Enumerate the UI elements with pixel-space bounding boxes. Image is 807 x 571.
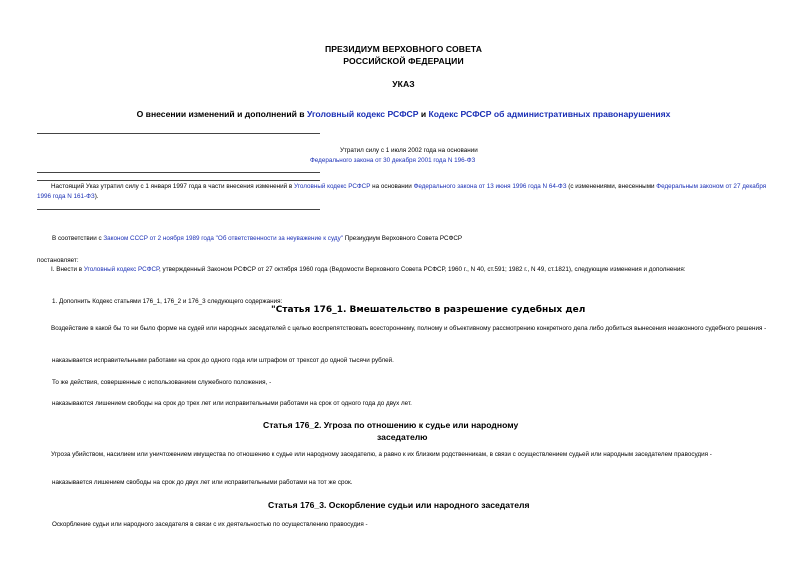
article-176-2-heading-line-2: заседателю	[377, 432, 428, 442]
repeal-notice-2-text-3: (с изменениями, внесенными	[566, 183, 657, 190]
title-text-1: О внесении изменений и дополнений в	[136, 109, 307, 119]
document-title	[0, 109, 807, 119]
article-176-2-text-2: наказывается лишением свободы на срок до двух лет или исправительными работами на тот же срок.	[52, 479, 353, 486]
article-176-2-text-1-content: Угроза убийством, насилием или уничтожением имущества по отношению к судье или народному заседателю, а равно к их близким родственникам, в связи с осуществлением судьей или народным заседателем правосудия -	[51, 451, 712, 458]
divider	[37, 172, 320, 173]
preamble	[52, 234, 462, 244]
article-176-1-text-3: То же действия, совершенные с использованием служебного положения, -	[52, 379, 272, 386]
repeal-notice-2	[37, 182, 770, 201]
clause-1-text-2: , утвержденный Законом РСФСР от 27 октября 1960 года (Ведомости Верховного Совета РСФСР, 1960 г., N 40, ст.591; 1982 г., N 49, ст.1821), следующие изменения и дополнения:	[159, 266, 686, 273]
divider	[37, 133, 320, 134]
repeal-notice-1	[310, 146, 478, 165]
clause-1	[37, 265, 770, 275]
divider	[37, 180, 320, 181]
article-176-2-heading-line-1: Статья 176_2. Угроза по отношению к судье или народному	[263, 420, 519, 430]
title-text-2: и	[418, 109, 429, 119]
article-176-1-heading: "Статья 176_1. Вмешательство в разрешение судебных дел	[271, 305, 586, 315]
repeal-notice-2-link-law-161[interactable]: Федеральным законом от 27 декабря 1996 года N 161-ФЗ	[37, 183, 767, 200]
divider	[37, 209, 320, 210]
article-176-1-text-1	[37, 324, 770, 334]
issuer-line-2: РОССИЙСКОЙ ФЕДЕРАЦИИ	[343, 56, 464, 66]
issuer-line-1: ПРЕЗИДИУМ ВЕРХОВНОГО СОВЕТА	[324, 44, 483, 54]
preamble-text-1: В соответствии с	[52, 235, 104, 242]
repeal-notice-2-text-4: ).	[94, 192, 99, 200]
repeal-notice-2-text-2: на основании	[370, 183, 414, 190]
repeal-notice-2-text-1: Настоящий Указ утратил силу с 1 января 1997 года в части внесения изменений в	[51, 183, 295, 190]
article-176-2-text-1	[37, 450, 770, 460]
repeal-notice-1-text: Утратил силу с 1 июля 2002 года на основании	[340, 147, 478, 154]
article-176-1-text-4: наказываются лишением свободы на срок до трех лет или исправительными работами на срок от одного года до двух лет.	[52, 400, 412, 407]
article-176-1-text-1-content: Воздействие в какой бы то ни было форме на судей или народных заседателей с целью воспрепятствовать всестороннему, полному и объективному рассмотрению конкретного дела либо добиться вынесения незаконного судебного решения -	[51, 325, 767, 332]
preamble-link-ussr-law[interactable]: Законом СССР от 2 ноября 1989 года "Об ответственности за неуважение к суду"	[103, 235, 343, 242]
repeal-notice-1-link[interactable]: Федерального закона от 30 декабря 2001 года N 196-ФЗ	[310, 156, 476, 164]
decree-word: постановляет:	[37, 257, 79, 264]
repeal-notice-2-link-criminal-code[interactable]: Уголовный кодекс РСФСР	[294, 183, 371, 190]
preamble-text-2: Презиудиум Верховного Совета РСФСР	[342, 235, 463, 242]
document-type: УКАЗ	[392, 79, 415, 89]
article-176-3-text-1: Оскорбление судьи или народного заседателя в связи с их деятельностью по осуществлению правосудия -	[52, 521, 368, 528]
clause-1-link-criminal-code[interactable]: Уголовный кодекс РСФСР	[83, 266, 160, 273]
title-link-criminal-code[interactable]: Уголовный кодекс РСФСР	[306, 109, 419, 119]
article-176-1-text-2: наказывается исправительными работами на срок до одного года или штрафом от трехсот до одной тысячи рублей.	[52, 357, 394, 364]
article-176-3-heading: Статья 176_3. Оскорбление судьи или народного заседателя	[268, 500, 530, 510]
title-link-admin-code[interactable]: Кодекс РСФСР об административных правонарушениях	[428, 109, 671, 119]
item-1: 1. Дополнить Кодекс статьями 176_1, 176_2 и 176_3 следующего содержания:	[52, 298, 283, 305]
clause-1-text-1: I. Внести в	[51, 266, 84, 273]
repeal-notice-2-link-law-64[interactable]: Федерального закона от 13 июня 1996 года N 64-ФЗ	[413, 183, 567, 190]
